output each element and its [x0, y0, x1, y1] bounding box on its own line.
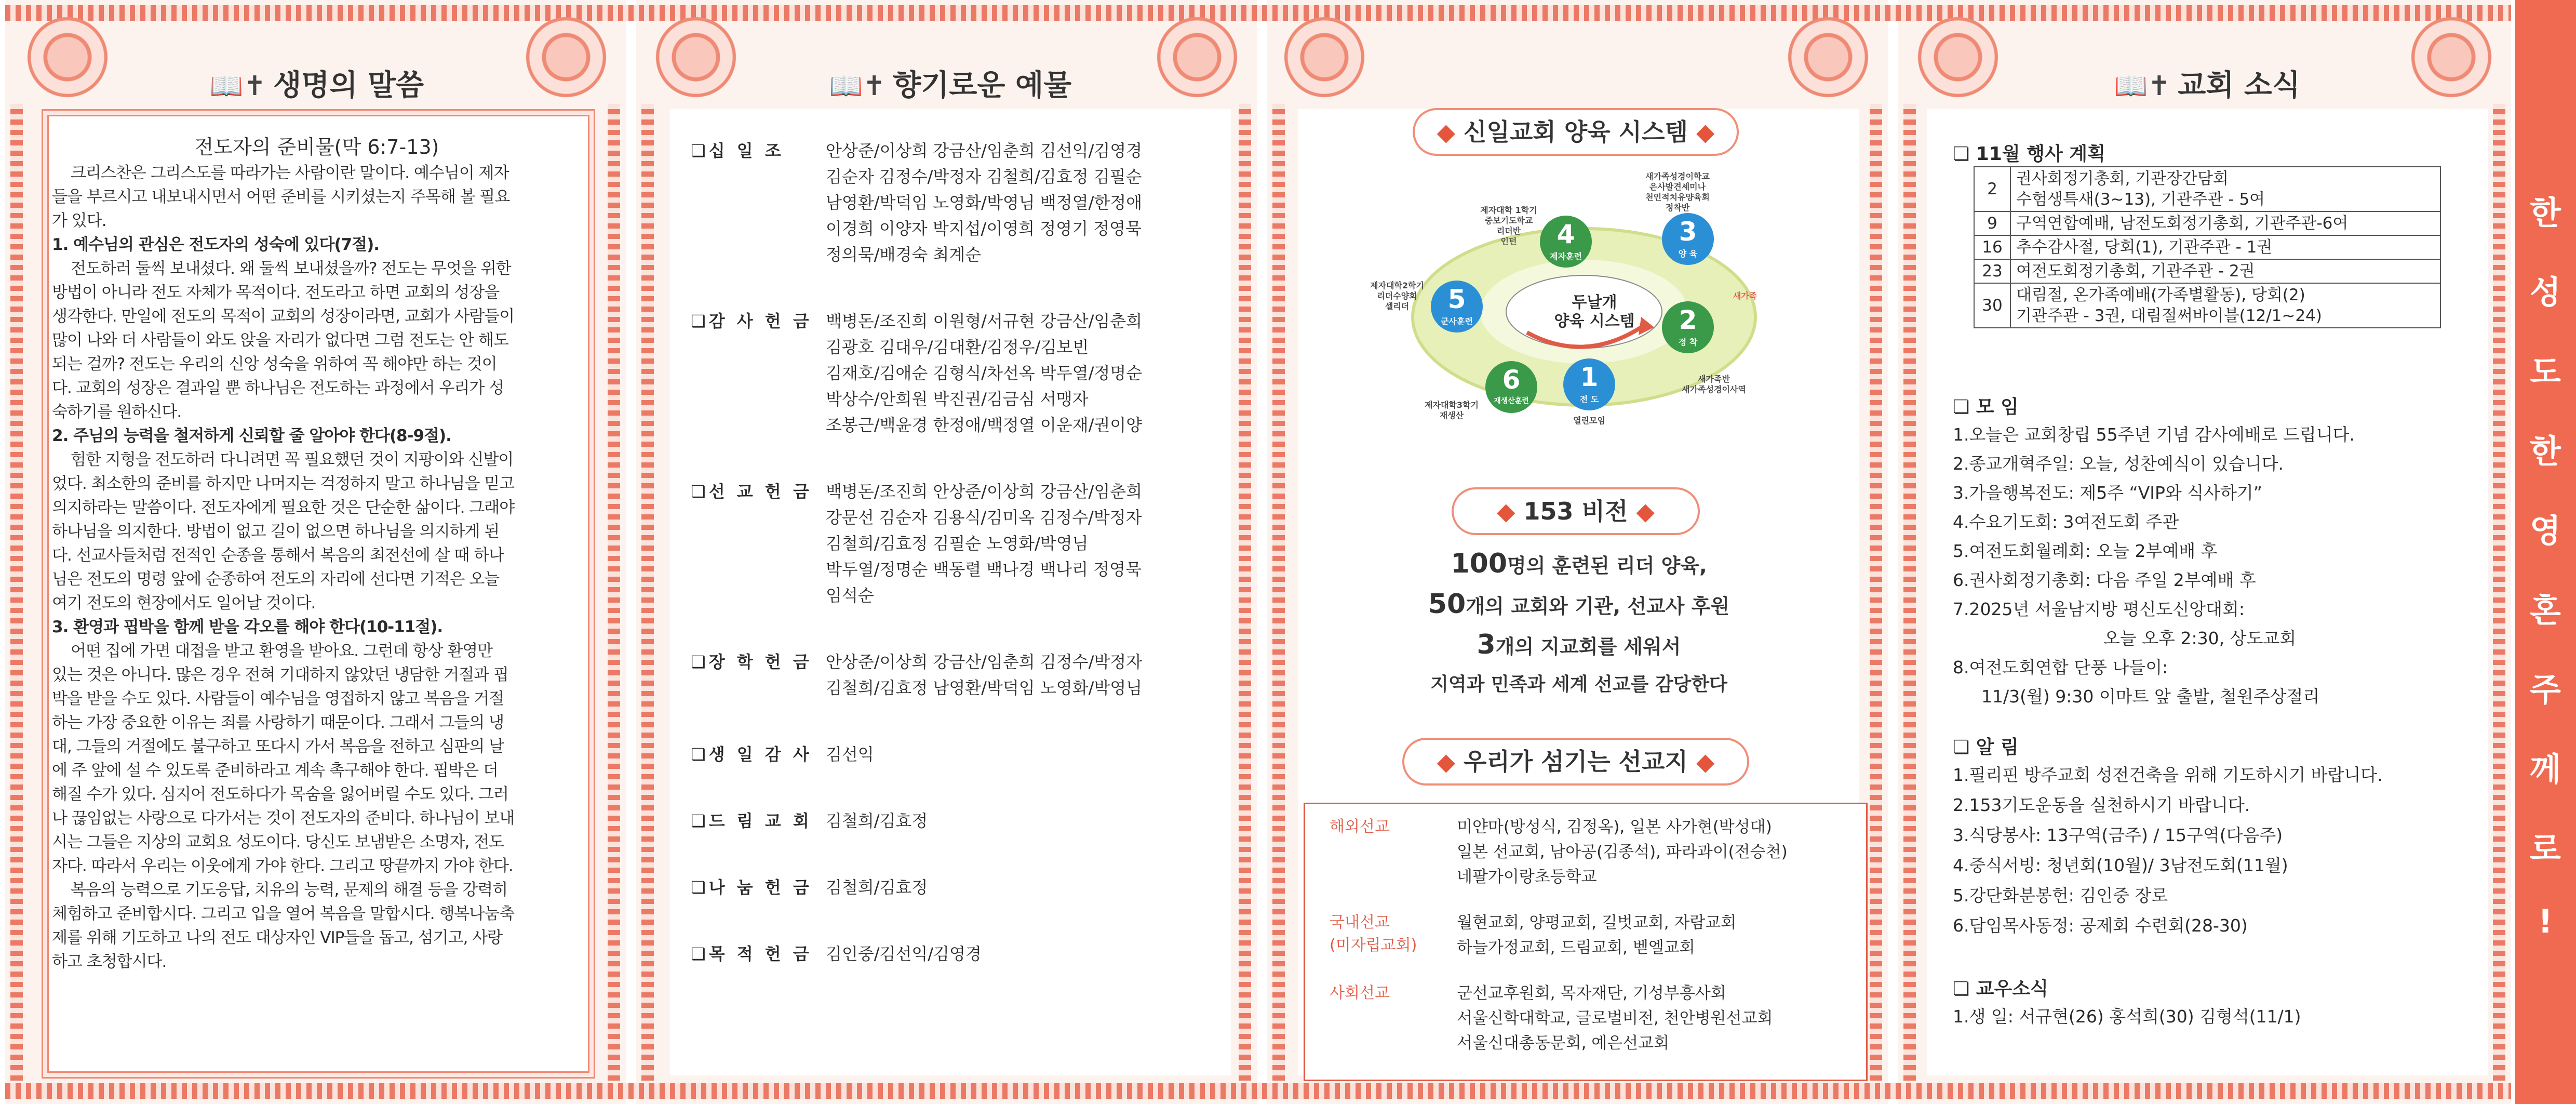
notice-item: 5.강단화분봉헌: 김인중 장로 — [1953, 885, 2168, 906]
offering-label: ❏목 적 헌 금 — [691, 944, 812, 964]
sermon-line: 있는 것은 아니다. 많은 경우 전혀 기대하지 않았던 냉담한 거절과 핍 — [52, 666, 508, 684]
sermon-line: 크리스찬은 그리스도를 따라가는 사람이란 말이다. 예수님이 제자 — [71, 164, 509, 182]
mission-line: 하늘가정교회, 드림교회, 벧엘교회 — [1457, 938, 1695, 957]
offering-name-line: 임석순 — [826, 586, 874, 605]
offering-label: ❏십 일 조 — [691, 141, 784, 161]
offering-name-line: 이경희 이양자 박지섭/이영희 정영기 정영묵 — [826, 219, 1142, 238]
events-heading: ❏ 11월 행사 계획 — [1953, 143, 2105, 165]
offering-label: ❏장 학 헌 금 — [691, 652, 812, 672]
sermon-line: 하는 가장 중요한 이유는 죄를 사랑하기 때문이다. 그래서 그들의 냉 — [52, 713, 504, 732]
meeting-item: 5.여전도회월례회: 오늘 2부예배 후 — [1953, 541, 2218, 561]
panel-title-news: 📖✝ 교회 소식 — [2114, 69, 2301, 102]
side-banner-char: 한 — [2530, 194, 2561, 232]
mission-category: 국내선교 (미자립교회) — [1330, 913, 1417, 954]
meeting-item: 11/3(월) 9:30 이마트 앞 출발, 철원주상절리 — [1981, 686, 2320, 707]
diamond-icon: ◆ — [1437, 118, 1464, 146]
event-row — [1974, 259, 2440, 283]
note-node-6: 제자대학3학기 재생산 — [1425, 400, 1479, 420]
meeting-item: 1.오늘은 교회창립 55주년 기념 감사예배로 드립니다. — [1953, 424, 2355, 445]
sermon-line: 숙하기를 원하신다. — [52, 403, 182, 421]
side-banner-char: ! — [2538, 902, 2553, 940]
members-heading: ❏ 교우소식 — [1953, 978, 2048, 1000]
notice-item: 1.필리핀 방주교회 성전건축을 위해 기도하시기 바랍니다. — [1953, 765, 2383, 785]
offering-name-line: 김재호/김애순 김형식/차선옥 박두열/정명순 — [826, 363, 1143, 383]
vision-line — [1309, 629, 1849, 660]
sermon-line: 박을 받을 수도 있다. 사람들이 예수님을 영접하지 않고 복음을 거절 — [52, 689, 504, 708]
panel-side-border — [1239, 104, 1251, 1081]
sermon-line: 제를 위해 기도하고 나의 전도 대상자인 VIP들을 돕고, 섬기고, 사랑 — [52, 928, 503, 947]
vision-text: 지역과 민족과 세계 선교를 감당한다 — [1430, 674, 1727, 695]
offering-name-line: 김선익 — [826, 744, 874, 764]
panel-side-border — [10, 104, 23, 1081]
system-title-pill: ◆ 신일교회 양육 시스템 ◆ — [1413, 108, 1739, 156]
vision-line — [1309, 589, 1849, 620]
sermon-line: 되는 걸까? 전도는 우리의 신앙 성숙을 위하여 꼭 해야만 하는 것이 — [52, 355, 497, 374]
meeting-item: 7.2025년 서울남지방 평신도신앙대회: — [1953, 599, 2245, 619]
sermon-line: 하나님을 의지한다. 방법이 없고 길이 없으면 하나님을 의지하게 된 — [52, 522, 500, 541]
event-day: 23 — [1974, 259, 2010, 283]
meeting-item: 2.종교개혁주일: 오늘, 성찬예식이 있습니다. — [1953, 454, 2284, 474]
event-row — [1974, 283, 2440, 328]
mission-line: 서울신학대학교, 글로벌비전, 천안병원선교회 — [1457, 1009, 1773, 1028]
sermon-line: 전도하러 둘씩 보내셨다. 왜 둘씩 보내셨을까? 전도는 무엇을 위한 — [71, 259, 511, 278]
corner-ornament — [1781, 10, 1875, 104]
side-banner-char: 로 — [2530, 830, 2561, 868]
sermon-line: 체험하고 준비합시다. 그리고 입을 열어 복음을 말합시다. 행복나눔축 — [52, 905, 515, 923]
offering-group — [691, 138, 1189, 268]
offering-name-line: 강문선 김순자 김용식/김미옥 김정수/박정자 — [826, 508, 1142, 527]
sermon-line: 여기 전도의 현장에서도 일어날 것이다. — [52, 594, 316, 613]
offering-group — [691, 308, 1189, 438]
offering-name-line: 안상준/이상희 강금산/임춘희 김선익/김영경 — [826, 141, 1143, 161]
sermon-line: 복음의 능력으로 기도응답, 치유의 능력, 문제의 해결 등을 강력히 — [71, 881, 508, 899]
mission-category: 해외선교 — [1330, 818, 1390, 836]
node-2: 2 정 착 — [1662, 301, 1714, 353]
meeting-item: 6.권사회정기총회: 다음 주일 2부예배 후 — [1953, 570, 2256, 590]
bible-cross-icon: 📖✝ — [829, 71, 886, 102]
offering-group — [691, 741, 1189, 767]
panel-side-border — [1272, 104, 1285, 1081]
node-4: 4 제자훈련 — [1540, 216, 1592, 268]
offering-name-line: 김순자 김정수/박정자 김철희/김효정 김필순 — [826, 167, 1142, 187]
offering-name-line: 박상수/안희원 박진권/김금심 서맹자 — [826, 389, 1089, 409]
side-banner-char: 혼 — [2530, 591, 2561, 629]
event-day: 16 — [1974, 235, 2010, 259]
offering-name-line: 남영환/박덕임 노영화/박영님 백정열/한정애 — [826, 193, 1143, 212]
vision-text: 개의 교회와 기관, 선교사 후원 — [1466, 595, 1730, 618]
sermon-line: 대, 그들의 거절에도 불구하고 또다시 가서 복음을 전하고 심판의 날 — [52, 737, 504, 756]
event-day: 9 — [1974, 211, 2010, 235]
offering-name-line: 박두열/정명순 백동렬 백나경 백나리 정영묵 — [826, 560, 1142, 579]
vision-number: 50 — [1428, 589, 1466, 620]
event-desc: 권사회정기총회, 기관장간담회 수험생특새(3~13), 기관주관 - 5여 — [2010, 167, 2440, 211]
meeting-item: 8.여전도회연합 단풍 나들이: — [1953, 657, 2168, 677]
sermon-line: 1. 예수님의 관심은 전도자의 성숙에 있다(7절). — [52, 235, 380, 254]
mission-line: 미얀마(방성식, 김정옥), 일본 사가현(박성대) — [1457, 818, 1772, 836]
offering-name-line: 조봉근/백윤경 한정애/백정열 이운재/권이양 — [826, 415, 1143, 435]
side-banner-char: 도 — [2530, 353, 2561, 391]
sermon-line: 시는 그들은 지상의 교회요 성도이다. 당신도 보냄받은 소명자, 전도 — [52, 833, 504, 852]
sermon-line: 생각한다. 만일에 전도의 목적이 교회의 성장이라면, 교회가 사람들이 — [52, 307, 515, 326]
offering-name-line: 김인중/김선익/김영경 — [826, 944, 982, 964]
panel-side-border — [1903, 104, 1916, 1081]
event-row — [1974, 167, 2440, 211]
mission-line: 서울신대총동문회, 예은선교회 — [1457, 1034, 1670, 1053]
sermon-line: 나 끊임없는 사랑으로 다가서는 것이 전도자의 준비다. 하나님이 보내 — [52, 809, 515, 828]
sermon-line: 어떤 집에 가면 대접을 받고 환영을 받아요. 그런데 항상 환영만 — [71, 642, 493, 660]
node-1: 1 전 도 — [1563, 358, 1615, 410]
offering-label: ❏드 림 교 회 — [691, 811, 812, 831]
note-node-4: 제자대학 1학기 중보기도학교 리더반 인턴 — [1480, 205, 1537, 246]
offering-name-line: 김철희/김효정 — [826, 811, 928, 831]
node-3: 3 양 육 — [1662, 213, 1714, 265]
sermon-line: 하고 초청합시다. — [52, 952, 167, 971]
meeting-item: 오늘 오후 2:30, 상도교회 — [2103, 628, 2297, 648]
notice-item: 2.153기도운동을 실천하시기 바랍니다. — [1953, 795, 2250, 815]
panel-side-border — [641, 104, 654, 1081]
corner-ornament — [1278, 10, 1371, 104]
diamond-icon: ◆ — [1437, 748, 1464, 776]
side-banner-char: 주 — [2530, 671, 2561, 709]
note-node-5: 제자대학2학기 리더수양회 셀리더 — [1370, 281, 1424, 311]
notices-heading: ❏ 알 림 — [1953, 737, 2019, 758]
vision-number: 100 — [1451, 548, 1508, 579]
sermon-line: 들을 부르시고 내보내시면서 어떤 준비를 시키셨는지 주목해 볼 필요 — [52, 188, 510, 206]
vision-line — [1309, 548, 1849, 579]
offering-name-line: 김철희/김효정 김필순 노영화/박영님 — [826, 534, 1089, 553]
offering-names — [826, 308, 1189, 438]
event-desc: 추수감사절, 당회(1), 기관주관 - 1권 — [2010, 235, 2440, 259]
offering-group — [691, 941, 1189, 967]
sermon-line: 험한 지형을 전도하러 다니려면 꼭 필요했던 것이 지팡이와 신발이 — [71, 450, 514, 469]
event-desc: 대림절, 온가족예배(가족별활동), 당회(2) 기관주관 - 3권, 대림절써바이블(12/1~24) — [2010, 283, 2440, 328]
offering-names — [826, 741, 1189, 767]
event-row — [1974, 211, 2440, 235]
notice-item: 3.식당봉사: 13구역(금주) / 15구역(다음주) — [1953, 825, 2283, 845]
offering-names — [826, 478, 1189, 608]
offering-group — [691, 478, 1189, 608]
notice-item: 6.담임목사동정: 공제회 수련회(28-30) — [1953, 915, 2248, 936]
side-banner-char: 영 — [2530, 512, 2561, 550]
panel-side-border — [1870, 104, 1882, 1081]
sermon-line: 자다. 따라서 우리는 이웃에게 가야 한다. 그리고 땅끝까지 가야 한다. — [52, 857, 513, 875]
node-6: 6 재생산훈련 — [1485, 361, 1537, 413]
offering-name-line: 백병돈/조진희 이원형/서규현 강금산/임춘희 — [826, 311, 1143, 331]
event-desc: 여전도회정기총회, 기관주관 - 2권 — [2010, 259, 2440, 283]
mission-line: 일본 선교회, 남아공(김종석), 파라과이(전승천) — [1457, 843, 1788, 861]
offering-group — [691, 649, 1189, 701]
offering-label: ❏나 눔 헌 금 — [691, 877, 812, 897]
vision-text: 명의 훈련된 리더 양육, — [1507, 554, 1707, 577]
panel-side-border — [2493, 104, 2505, 1081]
sermon-line: 의지하라는 말씀이다. 전도자에게 필요한 것은 단순한 삶이다. 그래야 — [52, 498, 515, 517]
mission-category: 사회선교 — [1330, 984, 1390, 1002]
events-table — [1974, 166, 2441, 328]
event-day: 30 — [1974, 283, 2010, 328]
event-desc: 구역연합예배, 남전도회정기총회, 기관주관-6여 — [2010, 211, 2440, 235]
mission-line: 군선교후원회, 목자재단, 기성부흥사회 — [1457, 984, 1726, 1003]
top-border — [5, 5, 2511, 21]
offering-name-line: 백병돈/조진희 안상준/이상희 강금산/임춘희 — [826, 482, 1143, 501]
diamond-icon: ◆ — [1687, 118, 1715, 146]
members-item: 1.생 일: 서규현(26) 홍석희(30) 김형석(11/1) — [1953, 1006, 2301, 1027]
note-node-1: 열린모임 — [1573, 416, 1605, 425]
mission-line: 월현교회, 양평교회, 길벗교회, 자람교회 — [1457, 913, 1737, 932]
sermon-line: 었다. 최소한의 준비를 하지만 나머지는 걱정하지 말고 하나님을 믿고 — [52, 474, 515, 493]
sermon-line: 방법이 아니라 전도 자체가 목적이다. 전도라고 하면 교회의 성장을 — [52, 283, 500, 302]
offering-label: ❏생 일 감 사 — [691, 744, 812, 764]
offering-names — [826, 138, 1189, 268]
sermon-body — [52, 161, 571, 974]
meeting-item: 3.가을행복전도: 제5주 “VIP와 식사하기” — [1953, 483, 2262, 503]
sermon-line: 에 주 앞에 설 수 있도록 준비하라고 계속 촉구해야 한다. 핍박은 더 — [52, 761, 498, 780]
vision-number: 3 — [1477, 629, 1496, 660]
diamond-icon: ◆ — [1497, 497, 1524, 525]
sermon-line: 가 있다. — [52, 211, 106, 230]
offering-label: ❏선 교 헌 금 — [691, 482, 812, 501]
sermon-subtitle: 전도자의 준비물(막 6:7-13) — [194, 136, 439, 158]
meetings-heading: ❏ 모 임 — [1953, 396, 2019, 418]
sermon-line: 님은 전도의 명령 앞에 순종하여 전도의 자리에 선다면 기적은 오늘 — [52, 570, 500, 589]
note-node-3: 새가족성경이학교 은사발견세미나 천인적치유양육회 정착반 — [1645, 171, 1710, 212]
notice-item: 4.중식서빙: 청년회(10월)/ 3남전도회(11월) — [1953, 855, 2288, 875]
side-banner-char: 성 — [2530, 273, 2561, 311]
offering-label: ❏감 사 헌 금 — [691, 311, 812, 331]
offering-names — [826, 649, 1189, 701]
offering-names — [826, 808, 1189, 834]
bottom-border — [5, 1083, 2511, 1099]
vision-text: 개의 지교회를 세워서 — [1495, 635, 1681, 658]
diamond-icon: ◆ — [1687, 748, 1715, 776]
sermon-line: 다. 선교사들처럼 전적인 순종을 통해서 복음의 최전선에 살 때 하나 — [52, 546, 504, 565]
sermon-line: 해질 수가 있다. 심지어 전도하다가 목숨을 잃어버릴 수도 있다. 그러 — [52, 785, 508, 804]
note-node-2-bottom: 새가족반 새가족성경이사역 — [1682, 374, 1746, 394]
offering-name-line: 김철희/김효정 남영환/박덕임 노영화/박영님 — [826, 678, 1143, 698]
offering-name-line: 김철희/김효정 — [826, 877, 928, 897]
bible-cross-icon: 📖✝ — [209, 71, 266, 102]
offering-group — [691, 808, 1189, 834]
sermon-line: 다. 교회의 성장은 결과일 뿐 하나님은 전도하는 과정에서 우리가 성 — [52, 379, 504, 397]
sermon-line: 많이 나와 더 사람들이 와도 앉을 자리가 없다면 그럼 전도는 안 해도 — [52, 331, 508, 350]
side-banner-char: 한 — [2530, 432, 2561, 470]
diamond-icon: ◆ — [1628, 497, 1655, 525]
note-node-2-right: 새가족 — [1733, 291, 1757, 301]
offering-names — [826, 874, 1189, 900]
bible-cross-icon: 📖✝ — [2114, 71, 2171, 102]
event-row — [1974, 235, 2440, 259]
offering-name-line: 김광호 김대우/김대환/김정우/김보빈 — [826, 337, 1089, 357]
diagram-center-label: 두날개 양육 시스템 — [1554, 294, 1635, 330]
event-day: 2 — [1974, 167, 2010, 211]
sermon-line: 3. 환영과 핍박을 함께 받을 각오를 해야 한다(10-11절). — [52, 618, 443, 636]
offering-name-line: 안상준/이상희 강금산/임춘희 김정수/박정자 — [826, 652, 1143, 672]
meeting-item: 4.수요기도회: 3여전도회 주관 — [1953, 512, 2179, 532]
vision-line — [1309, 670, 1849, 696]
vision-title-pill: ◆ 153 비전 ◆ — [1452, 487, 1700, 535]
panel-side-border — [608, 104, 620, 1081]
sermon-line: 2. 주님의 능력을 철저하게 신뢰할 줄 알아야 한다(8-9절). — [52, 427, 451, 445]
offering-names — [826, 941, 1189, 967]
side-banner-char: 께 — [2530, 750, 2561, 788]
node-5: 5 군사훈련 — [1431, 281, 1483, 332]
offering-group — [691, 874, 1189, 900]
offering-name-line: 정의묵/배경숙 최계순 — [826, 245, 982, 264]
mission-title-pill: ◆ 우리가 섬기는 선교지 ◆ — [1402, 738, 1749, 786]
panel-title-offering: 📖✝ 향기로운 예물 — [829, 69, 1072, 102]
panel-title-word: 📖✝ 생명의 말씀 — [209, 69, 424, 102]
mission-line: 네팔가이랑초등학교 — [1457, 868, 1597, 886]
